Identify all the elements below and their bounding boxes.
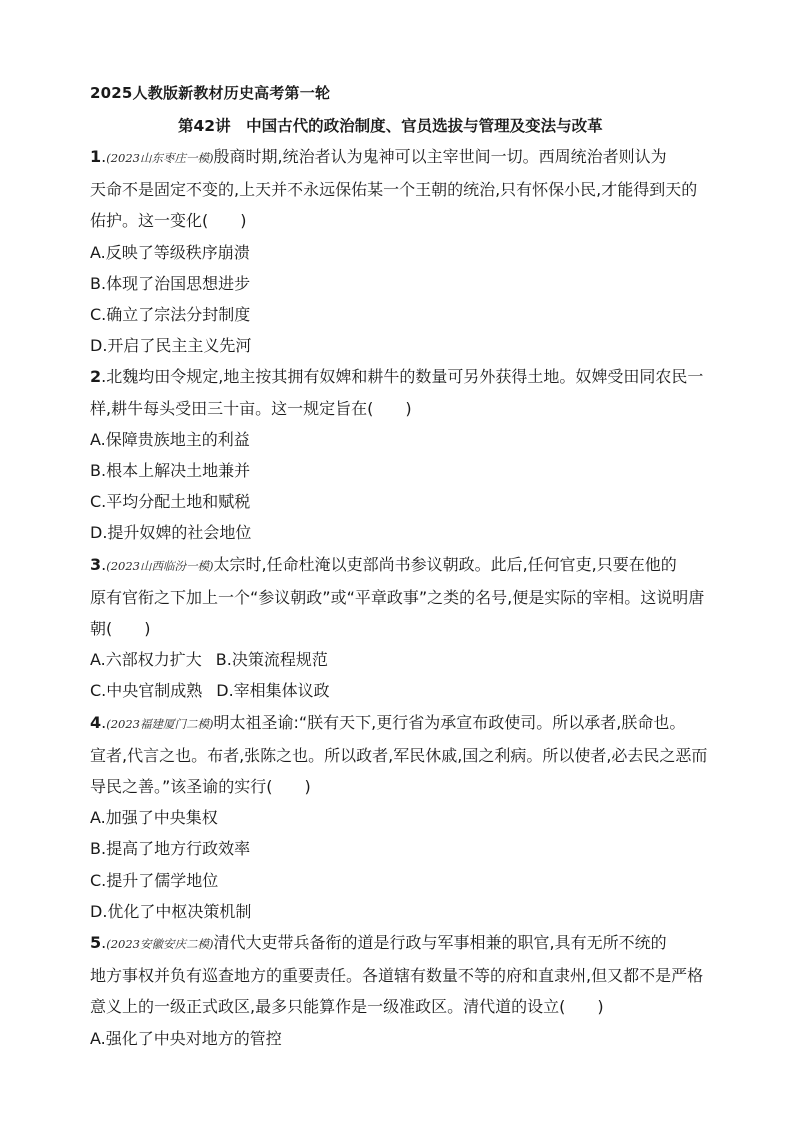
option-d: D.开启了民主主义先河 (90, 336, 252, 356)
question-source: (2023安徽安庆二模) (106, 937, 214, 952)
question-text: 天命不是固定不变的,上天并不永远保佑某一个王朝的统治,只有怀保小民,才能得到天的 (90, 180, 698, 200)
option-row (90, 675, 715, 706)
question-text: 清代大吏带兵备衔的道是行政与军事相兼的职官,具有无所不统的 (213, 933, 667, 953)
question-text: 宣者,代言之也。布者,张陈之也。所以政者,军民休戚,国之利病。所以使者,必去民之恶而 (90, 745, 708, 765)
option-c: C.确立了宗法分封制度 (90, 305, 251, 325)
question-text: .北魏均田令规定,地主按其拥有奴婢和耕牛的数量可另外获得土地。奴婢受田同农民一 (101, 367, 704, 387)
question-2 (90, 361, 715, 548)
question-5 (90, 927, 715, 1054)
question-text: 样,耕牛每头受田三十亩。这一规定旨在( ) (90, 398, 412, 418)
option-a: A.保障贵族地主的利益 (90, 429, 250, 449)
option-c: C.提升了儒学地位 (90, 870, 219, 890)
question-text: 明太祖圣谕:“朕有天下,更行省为承宣布政使司。所以承者,朕命也。 (213, 712, 686, 732)
question-number: 5 (90, 933, 102, 953)
page-title: 第42讲 中国古代的政治制度、官员选拔与管理及变法与改革 (178, 117, 603, 135)
question-stem-line (90, 361, 715, 392)
option-b: B.体现了治国思想进步 (90, 273, 251, 293)
option-a: A.强化了中央对地方的管控 (90, 1028, 282, 1048)
question-source: (2023山东枣庄一模) (106, 151, 214, 165)
question-text: 朝( ) (90, 619, 151, 639)
question-stem-line: 5.(2023安徽安庆二模)清代大吏带兵备衔的道是行政与军事相兼的职官,具有无所不统的 (90, 933, 667, 953)
option-a: A.反映了等级秩序崩溃 (90, 242, 250, 262)
question-text: 佑护。这一变化( ) (90, 211, 247, 231)
question-stem-line: 1.(2023山东枣庄一模)殷商时期,统治者认为鬼神可以主宰世间一切。西周统治者则认为 (90, 147, 667, 166)
question-text: 导民之善。”该圣谕的实行( ) (90, 777, 311, 797)
question-number: 3 (90, 554, 102, 574)
question-stem-line: 3.(2023山西临汾一模)太宗时,任命杜淹以吏部尚书参议朝政。此后,任何官吏,只要在他的 (90, 554, 677, 574)
question-4 (90, 707, 715, 927)
question-source: (2023福建厦门二模) (106, 716, 214, 731)
option-d: D.优化了中枢决策机制 (90, 901, 252, 921)
document-header: 2025人教版新教材历史高考第一轮 (90, 84, 331, 102)
option-b: B.根本上解决土地兼并 (90, 461, 251, 481)
question-text: 意义上的一级正式政区,最多只能算作是一级准政区。清代道的设立( ) (90, 997, 604, 1017)
question-text: 殷商时期,统治者认为鬼神可以主宰世间一切。西周统治者则认为 (213, 147, 667, 166)
question-list (90, 141, 715, 1054)
question-text: 原有官衔之下加上一个“参议朝政”或“平章政事”之类的名号,便是实际的宰相。这说明唐 (90, 587, 705, 607)
question-1 (90, 141, 715, 361)
option-b: B.决策流程规范 (215, 650, 328, 670)
option-b: B.提高了地方行政效率 (90, 839, 251, 859)
option-c: C.中央官制成熟 (90, 681, 203, 701)
question-text: 地方事权并负有巡查地方的重要责任。各道辖有数量不等的府和直隶州,但又都不是严格 (90, 966, 704, 986)
question-source: (2023山西临汾一模) (106, 558, 214, 573)
option-a: A.加强了中央集权 (90, 808, 218, 828)
option-c: C.平均分配土地和赋税 (90, 492, 251, 512)
option-row (90, 644, 715, 675)
question-number: 1 (90, 147, 102, 166)
question-number: 4 (90, 712, 102, 732)
question-stem-line: 4.(2023福建厦门二模)明太祖圣谕:“朕有天下,更行省为承宣布政使司。所以承者,朕命也。 (90, 712, 686, 732)
option-a: A.六部权力扩大 (90, 650, 202, 670)
question-text: 太宗时,任命杜淹以吏部尚书参议朝政。此后,任何官吏,只要在他的 (213, 554, 677, 574)
option-d: D.宰相集体议政 (216, 681, 330, 701)
option-d: D.提升奴婢的社会地位 (90, 523, 252, 543)
question-3 (90, 549, 715, 707)
question-number: 2 (90, 367, 102, 387)
